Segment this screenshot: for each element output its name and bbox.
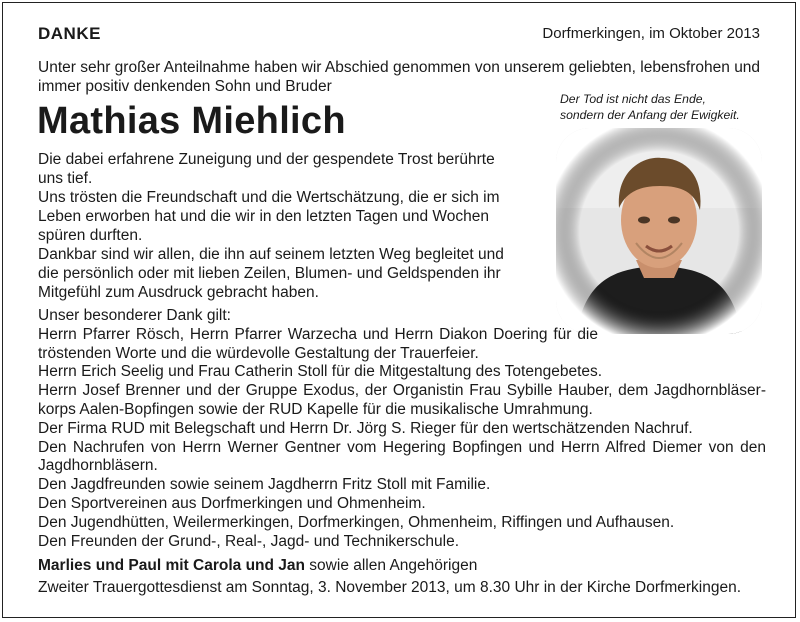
thanks-section — [38, 307, 766, 551]
service-info: Zweiter Trauergottesdienst am Sonntag, 3. November 2013, um 8.30 Uhr in der Kirche Dorfmerkingen. — [38, 579, 742, 596]
thanks-item: Den Freunden der Grund-, Real-, Jagd- und Technikerschule. — [38, 532, 460, 550]
deceased-name: Mathias Miehlich — [37, 100, 346, 142]
notice-title: DANKE — [38, 24, 101, 43]
thanks-item: Der Firma RUD mit Belegschaft und Herrn Dr. Jörg S. Rieger für den wertschätzenden Nachruf. — [38, 419, 693, 437]
thanks-item: Den Jagdfreunden sowie seinem Jagdherrn Fritz Stoll mit Familie. — [38, 476, 491, 494]
thanks-heading: Unser besonderer Dank gilt: — [38, 307, 231, 324]
quote-line: sondern der Anfang der Ewigkeit. — [560, 108, 740, 122]
thanks-item: Herrn Josef Brenner und der Gruppe Exodus, der Organistin Frau Sybille Hauber, dem Jagdhornbläser- korps Aalen-Bopfingen sowie der RUD Kapelle für die musikalische Umrahmung. — [38, 382, 766, 418]
body-text — [38, 150, 508, 302]
thanks-item: Herrn Pfarrer Rösch, Herrn Pfarrer Warzecha und Herrn Diakon Doering für die tröstenden Worte und die würdevolle Gestaltung der Trauerfeier. — [38, 325, 598, 362]
signer-rest: sowie allen Angehörigen — [305, 557, 478, 574]
paragraph: Uns trösten die Freundschaft und die Wertschätzung, die er sich im Leben erworben hat und die wir in den letzten Tagen und Wochen spüren durften. — [38, 189, 500, 244]
quote — [560, 91, 740, 123]
thanks-item: Den Sportvereinen aus Dorfmerkingen und Ohmenheim. — [38, 494, 426, 512]
paragraph: Dankbar sind wir allen, die ihn auf seinem letzten Weg begleitet und die persönlich oder mit lieben Zeilen, Blumen- und Geldspenden ihr Mitgefühl zum Ausdruck gebracht haben. — [38, 246, 504, 301]
quote-line: Der Tod ist nicht das Ende, — [560, 92, 706, 106]
intro-text: Unter sehr großer Anteilnahme haben wir Abschied genommen von unserem geliebten, lebensfrohen und immer positiv denkenden Sohn und Bruder — [38, 59, 761, 95]
thanks-item: Den Nachrufen von Herrn Werner Gentner vom Hegering Bopfingen und Herrn Alfred Diemer von den Jagdhornbläsern. — [38, 438, 766, 475]
place-date: Dorfmerkingen, im Oktober 2013 — [542, 25, 760, 42]
signers — [38, 557, 477, 575]
signer-names: Marlies und Paul mit Carola und Jan — [38, 557, 305, 574]
thanks-item: Herrn Erich Seelig und Frau Catherin Stoll für die Mitgestaltung des Totengebetes. — [38, 363, 603, 381]
portrait-photo-icon — [556, 128, 762, 334]
paragraph: Die dabei erfahrene Zuneigung und der gespendete Trost berührte uns tief. — [38, 151, 495, 187]
thanks-item: Den Jugendhütten, Weilermerkingen, Dorfmerkingen, Ohmenheim, Riffingen und Aufhausen. — [38, 513, 675, 531]
